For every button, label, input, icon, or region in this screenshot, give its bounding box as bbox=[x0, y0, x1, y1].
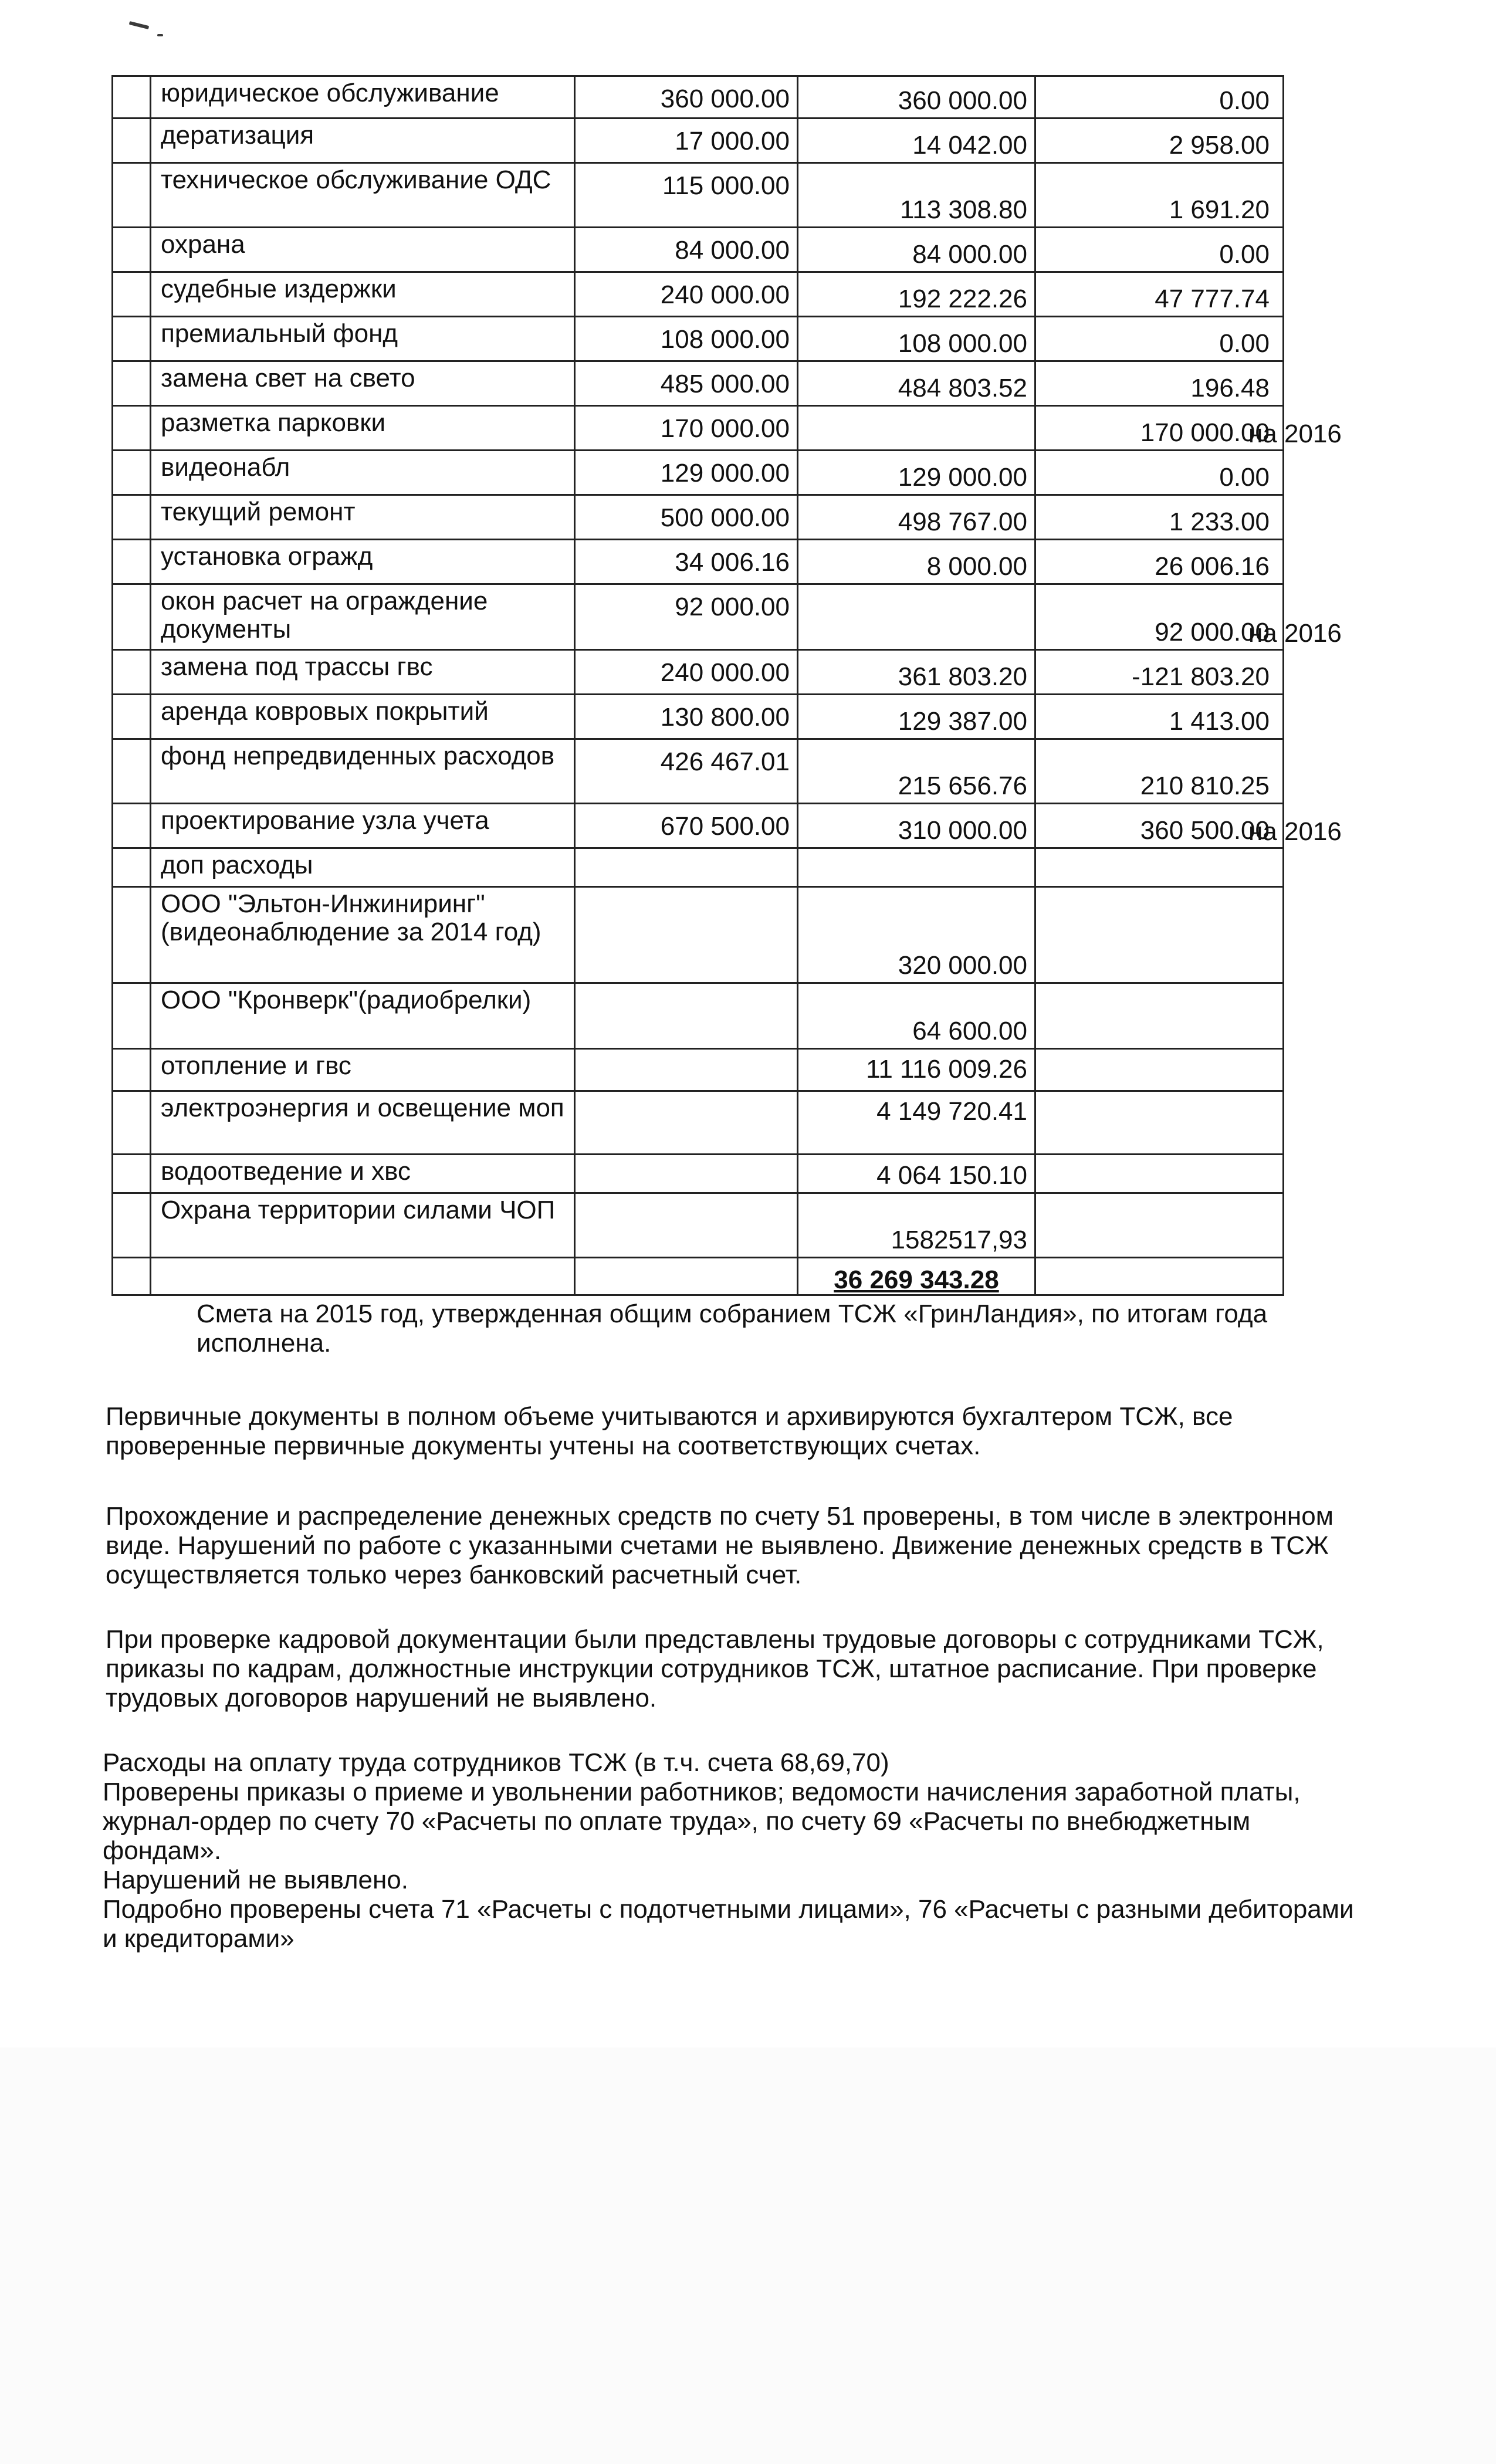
row-index-cell bbox=[113, 361, 151, 406]
difference-amount-cell: 196.48 bbox=[1035, 361, 1284, 406]
difference-amount-cell: 26 006.16 bbox=[1035, 540, 1284, 584]
difference-amount-cell bbox=[1035, 1155, 1284, 1193]
row-index-cell bbox=[113, 1091, 151, 1155]
total-amount-cell: 36 269 343.28 bbox=[798, 1258, 1035, 1295]
actual-amount-cell: 310 000.00 bbox=[798, 804, 1035, 848]
item-name-cell: замена под трассы гвс bbox=[151, 650, 575, 695]
item-name-cell: доп расходы bbox=[151, 848, 575, 887]
item-name-cell: фонд непредвиденных расходов bbox=[151, 739, 575, 804]
paragraph-estimate: Смета на 2015 год, утвержденная общим собранием ТСЖ «ГринЛандия», по итогам года исполнена. bbox=[197, 1299, 1268, 1358]
actual-amount-cell: 14 042.00 bbox=[798, 119, 1035, 163]
table-row bbox=[113, 495, 1284, 540]
item-name-cell: Охрана территории силами ЧОП bbox=[151, 1193, 575, 1258]
row-note: на 2016 bbox=[1248, 817, 1342, 846]
planned-amount-cell bbox=[575, 848, 798, 887]
page-background-lower bbox=[0, 2047, 1496, 2464]
planned-amount-cell: 240 000.00 bbox=[575, 272, 798, 317]
difference-amount-cell bbox=[1035, 1193, 1284, 1258]
planned-amount-cell bbox=[575, 1155, 798, 1193]
planned-amount-cell: 500 000.00 bbox=[575, 495, 798, 540]
actual-amount-cell bbox=[798, 848, 1035, 887]
planned-amount-cell: 240 000.00 bbox=[575, 650, 798, 695]
difference-amount-cell: 0.00 bbox=[1035, 451, 1284, 495]
paragraph-accounts-checked: Подробно проверены счета 71 «Расчеты с подотчетными лицами», 76 «Расчеты с разными дебиторами и кредиторами» bbox=[103, 1895, 1354, 1953]
planned-amount-cell: 426 467.01 bbox=[575, 739, 798, 804]
row-index-cell bbox=[113, 804, 151, 848]
actual-amount-cell: 498 767.00 bbox=[798, 495, 1035, 540]
actual-amount-cell: 1582517,93 bbox=[798, 1193, 1035, 1258]
planned-amount-cell: 34 006.16 bbox=[575, 540, 798, 584]
budget-table-body bbox=[113, 76, 1284, 1295]
planned-amount-cell bbox=[575, 1049, 798, 1091]
difference-amount-cell: 0.00 bbox=[1035, 76, 1284, 119]
row-index-cell bbox=[113, 695, 151, 739]
row-index-cell bbox=[113, 848, 151, 887]
difference-amount-cell: 0.00 bbox=[1035, 317, 1284, 361]
table-row bbox=[113, 848, 1284, 887]
planned-amount-cell bbox=[575, 983, 798, 1049]
planned-amount-cell: 84 000.00 bbox=[575, 228, 798, 272]
row-index-cell bbox=[113, 739, 151, 804]
difference-amount-cell bbox=[1035, 1049, 1284, 1091]
paragraph-cash-flow: Прохождение и распределение денежных средств по счету 51 проверены, в том числе в электронном виде. Нарушений по работе с указанными счетами не выявлено. Движение денежных средств в ТСЖ осуществляется только через банковский расчетный счет. bbox=[106, 1502, 1333, 1589]
item-name-cell bbox=[151, 1258, 575, 1295]
table-row bbox=[113, 584, 1284, 650]
row-index-cell bbox=[113, 1049, 151, 1091]
item-name-cell: установка огражд bbox=[151, 540, 575, 584]
row-index-cell bbox=[113, 163, 151, 228]
actual-amount-cell: 113 308.80 bbox=[798, 163, 1035, 228]
row-index-cell bbox=[113, 1155, 151, 1193]
row-index-cell bbox=[113, 495, 151, 540]
table-row bbox=[113, 406, 1284, 451]
row-index-cell bbox=[113, 650, 151, 695]
paragraph-hr-documents: При проверке кадровой документации были представлены трудовые договоры с сотрудниками ТСЖ, приказы по кадрам, должностные инструкции сотрудников ТСЖ, штатное расписание. При проверке трудовых договоров нарушений не выявлено. bbox=[106, 1625, 1324, 1712]
difference-amount-cell: 1 691.20 bbox=[1035, 163, 1284, 228]
table-row bbox=[113, 739, 1284, 804]
table-row bbox=[113, 119, 1284, 163]
scan-mark bbox=[157, 34, 163, 36]
item-name-cell: охрана bbox=[151, 228, 575, 272]
planned-amount-cell bbox=[575, 1193, 798, 1258]
actual-amount-cell: 320 000.00 bbox=[798, 887, 1035, 983]
row-note: на 2016 bbox=[1248, 619, 1342, 648]
row-index-cell bbox=[113, 76, 151, 119]
row-index-cell bbox=[113, 1258, 151, 1295]
planned-amount-cell: 92 000.00 bbox=[575, 584, 798, 650]
actual-amount-cell bbox=[798, 406, 1035, 451]
difference-amount-cell: 92 000.00 bbox=[1035, 584, 1284, 650]
difference-amount-cell: 0.00 bbox=[1035, 228, 1284, 272]
difference-amount-cell: 360 500.00 bbox=[1035, 804, 1284, 848]
item-name-cell: техническое обслуживание ОДС bbox=[151, 163, 575, 228]
difference-amount-cell: 170 000.00 bbox=[1035, 406, 1284, 451]
row-index-cell bbox=[113, 406, 151, 451]
actual-amount-cell: 484 803.52 bbox=[798, 361, 1035, 406]
table-row bbox=[113, 650, 1284, 695]
table-row bbox=[113, 540, 1284, 584]
row-index-cell bbox=[113, 1193, 151, 1258]
actual-amount-cell bbox=[798, 584, 1035, 650]
difference-amount-cell: 1 413.00 bbox=[1035, 695, 1284, 739]
planned-amount-cell bbox=[575, 1258, 798, 1295]
planned-amount-cell: 108 000.00 bbox=[575, 317, 798, 361]
difference-amount-cell bbox=[1035, 848, 1284, 887]
table-row bbox=[113, 451, 1284, 495]
table-row bbox=[113, 804, 1284, 848]
actual-amount-cell: 108 000.00 bbox=[798, 317, 1035, 361]
table-row bbox=[113, 163, 1284, 228]
item-name-cell: судебные издержки bbox=[151, 272, 575, 317]
row-index-cell bbox=[113, 272, 151, 317]
table-row bbox=[113, 1091, 1284, 1155]
paragraph-primary-documents: Первичные документы в полном объеме учитываются и архивируются бухгалтером ТСЖ, все проверенные первичные документы учтены на соответствующих счетах. bbox=[106, 1402, 1233, 1460]
planned-amount-cell bbox=[575, 887, 798, 983]
difference-amount-cell: -121 803.20 bbox=[1035, 650, 1284, 695]
planned-amount-cell: 170 000.00 bbox=[575, 406, 798, 451]
row-index-cell bbox=[113, 119, 151, 163]
actual-amount-cell: 8 000.00 bbox=[798, 540, 1035, 584]
row-index-cell bbox=[113, 983, 151, 1049]
item-name-cell: электроэнергия и освещение моп bbox=[151, 1091, 575, 1155]
planned-amount-cell: 360 000.00 bbox=[575, 76, 798, 119]
item-name-cell: разметка парковки bbox=[151, 406, 575, 451]
item-name-cell: ООО "Эльтон-Инжиниринг" (видеонаблюдение за 2014 год) bbox=[151, 887, 575, 983]
difference-amount-cell: 210 810.25 bbox=[1035, 739, 1284, 804]
table-row bbox=[113, 317, 1284, 361]
planned-amount-cell: 129 000.00 bbox=[575, 451, 798, 495]
item-name-cell: юридическое обслуживание bbox=[151, 76, 575, 119]
actual-amount-cell: 84 000.00 bbox=[798, 228, 1035, 272]
row-index-cell bbox=[113, 584, 151, 650]
actual-amount-cell: 11 116 009.26 bbox=[798, 1049, 1035, 1091]
row-note: на 2016 bbox=[1248, 419, 1342, 448]
difference-amount-cell: 1 233.00 bbox=[1035, 495, 1284, 540]
actual-amount-cell: 4 064 150.10 bbox=[798, 1155, 1035, 1193]
planned-amount-cell: 130 800.00 bbox=[575, 695, 798, 739]
table-row bbox=[113, 887, 1284, 983]
table-row bbox=[113, 76, 1284, 119]
table-row bbox=[113, 983, 1284, 1049]
item-name-cell: ООО "Кронверк"(радиобрелки) bbox=[151, 983, 575, 1049]
row-index-cell bbox=[113, 451, 151, 495]
planned-amount-cell bbox=[575, 1091, 798, 1155]
planned-amount-cell: 670 500.00 bbox=[575, 804, 798, 848]
actual-amount-cell: 129 387.00 bbox=[798, 695, 1035, 739]
actual-amount-cell: 361 803.20 bbox=[798, 650, 1035, 695]
table-row bbox=[113, 1049, 1284, 1091]
table-row bbox=[113, 695, 1284, 739]
planned-amount-cell: 115 000.00 bbox=[575, 163, 798, 228]
table-row bbox=[113, 361, 1284, 406]
row-index-cell bbox=[113, 228, 151, 272]
table-row bbox=[113, 1155, 1284, 1193]
actual-amount-cell: 360 000.00 bbox=[798, 76, 1035, 119]
table-row bbox=[113, 1258, 1284, 1295]
actual-amount-cell: 192 222.26 bbox=[798, 272, 1035, 317]
difference-amount-cell bbox=[1035, 887, 1284, 983]
row-index-cell bbox=[113, 887, 151, 983]
planned-amount-cell: 485 000.00 bbox=[575, 361, 798, 406]
difference-amount-cell: 2 958.00 bbox=[1035, 119, 1284, 163]
table-row bbox=[113, 228, 1284, 272]
difference-amount-cell bbox=[1035, 1258, 1284, 1295]
item-name-cell: дератизация bbox=[151, 119, 575, 163]
row-index-cell bbox=[113, 317, 151, 361]
paragraph-payroll-heading: Расходы на оплату труда сотрудников ТСЖ (в т.ч. счета 68,69,70) bbox=[103, 1748, 889, 1777]
item-name-cell: замена свет на свето bbox=[151, 361, 575, 406]
planned-amount-cell: 17 000.00 bbox=[575, 119, 798, 163]
paragraph-payroll-checks: Проверены приказы о приеме и увольнении работников; ведомости начисления заработной платы, журнал-ордер по счету 70 «Расчеты по оплате труда», по счету 69 «Расчеты по внебюджетным фондам». bbox=[103, 1778, 1301, 1865]
item-name-cell: окон расчет на ограждение документы bbox=[151, 584, 575, 650]
item-name-cell: премиальный фонд bbox=[151, 317, 575, 361]
difference-amount-cell bbox=[1035, 1091, 1284, 1155]
paragraph-no-violations: Нарушений не выявлено. bbox=[103, 1866, 408, 1894]
item-name-cell: водоотведение и хвс bbox=[151, 1155, 575, 1193]
actual-amount-cell: 4 149 720.41 bbox=[798, 1091, 1035, 1155]
actual-amount-cell: 129 000.00 bbox=[798, 451, 1035, 495]
difference-amount-cell: 47 777.74 bbox=[1035, 272, 1284, 317]
budget-table-container bbox=[111, 75, 1270, 1296]
difference-amount-cell bbox=[1035, 983, 1284, 1049]
item-name-cell: видеонабл bbox=[151, 451, 575, 495]
item-name-cell: отопление и гвс bbox=[151, 1049, 575, 1091]
actual-amount-cell: 215 656.76 bbox=[798, 739, 1035, 804]
table-row bbox=[113, 272, 1284, 317]
table-row bbox=[113, 1193, 1284, 1258]
scan-mark bbox=[129, 21, 149, 29]
row-index-cell bbox=[113, 540, 151, 584]
item-name-cell: аренда ковровых покрытий bbox=[151, 695, 575, 739]
item-name-cell: проектирование узла учета bbox=[151, 804, 575, 848]
actual-amount-cell: 64 600.00 bbox=[798, 983, 1035, 1049]
budget-table bbox=[111, 75, 1284, 1296]
item-name-cell: текущий ремонт bbox=[151, 495, 575, 540]
